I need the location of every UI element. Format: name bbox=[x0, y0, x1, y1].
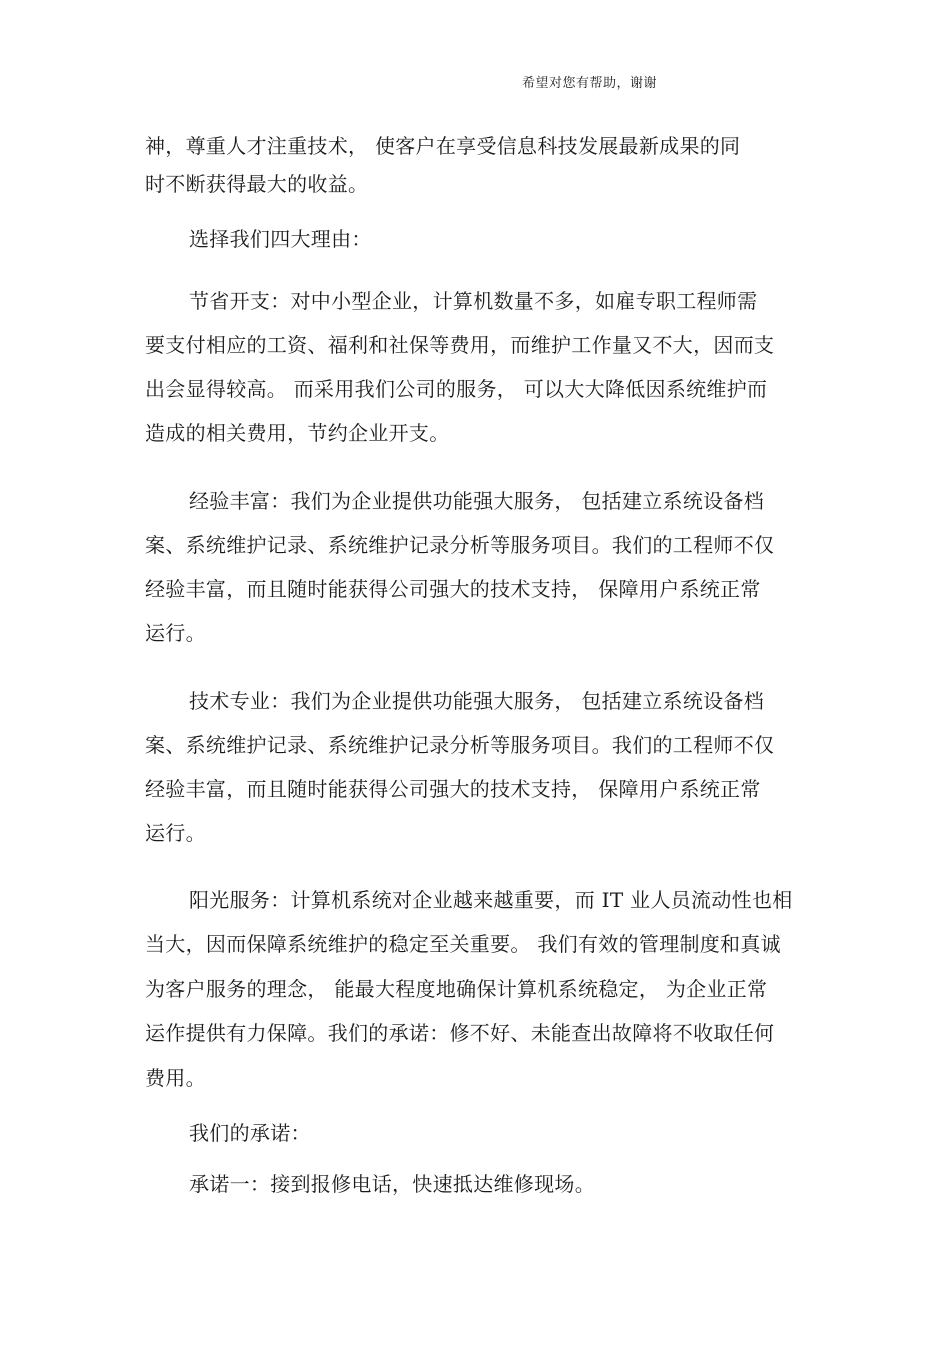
reason-sunshine-line: 为客户服务的理念， 能最大程度地确保计算机系统稳定， 为企业正常 bbox=[145, 977, 768, 1001]
reason-professional-line: 案、系统维护记录、系统维护记录分析等服务项目。我们的工程师不仅 bbox=[145, 733, 775, 757]
reason-sunshine-line: 费用。 bbox=[145, 1066, 206, 1090]
reason-sunshine-line: 阳光服务：计算机系统对企业越来越重要，而 IT 业人员流动性也相 bbox=[189, 888, 793, 912]
reason-professional-line: 经验丰富，而且随时能获得公司强大的技术支持， 保障用户系统正常 bbox=[145, 777, 761, 801]
reason-saving-line: 节省开支：对中小型企业，计算机数量不多，如雇专职工程师需 bbox=[189, 289, 758, 313]
reason-experience-line: 经验丰富，而且随时能获得公司强大的技术支持， 保障用户系统正常 bbox=[145, 577, 761, 601]
reason-experience-line: 经验丰富：我们为企业提供功能强大服务， 包括建立系统设备档 bbox=[189, 489, 765, 513]
reason-saving-line: 要支付相应的工资、福利和社保等费用，而维护工作量又不大，因而支 bbox=[145, 333, 775, 357]
promise-heading: 我们的承诺： bbox=[189, 1121, 311, 1145]
reason-saving-line: 造成的相关费用，节约企业开支。 bbox=[145, 421, 450, 445]
header-note: 希望对您有帮助，谢谢 bbox=[522, 76, 658, 91]
intro-line: 神，尊重人才注重技术， 使客户在享受信息科技发展最新成果的同 bbox=[145, 134, 741, 158]
reason-experience-line: 运行。 bbox=[145, 621, 206, 645]
promise-one: 承诺一：接到报修电话，快速抵达维修现场。 bbox=[189, 1172, 595, 1196]
reason-professional-line: 技术专业：我们为企业提供功能强大服务， 包括建立系统设备档 bbox=[189, 689, 765, 713]
reason-professional-line: 运行。 bbox=[145, 821, 206, 845]
intro-line: 时不断获得最大的收益。 bbox=[145, 172, 369, 196]
reason-saving-line: 出会显得较高。 而采用我们公司的服务， 可以大大降低因系统维护而 bbox=[145, 377, 768, 401]
reason-sunshine-line: 当大，因而保障系统维护的稳定至关重要。 我们有效的管理制度和真诚 bbox=[145, 932, 781, 956]
reasons-heading: 选择我们四大理由： bbox=[189, 227, 372, 251]
reason-sunshine-line: 运作提供有力保障。我们的承诺：修不好、未能查出故障将不收取任何 bbox=[145, 1021, 775, 1045]
reason-experience-line: 案、系统维护记录、系统维护记录分析等服务项目。我们的工程师不仅 bbox=[145, 533, 775, 557]
